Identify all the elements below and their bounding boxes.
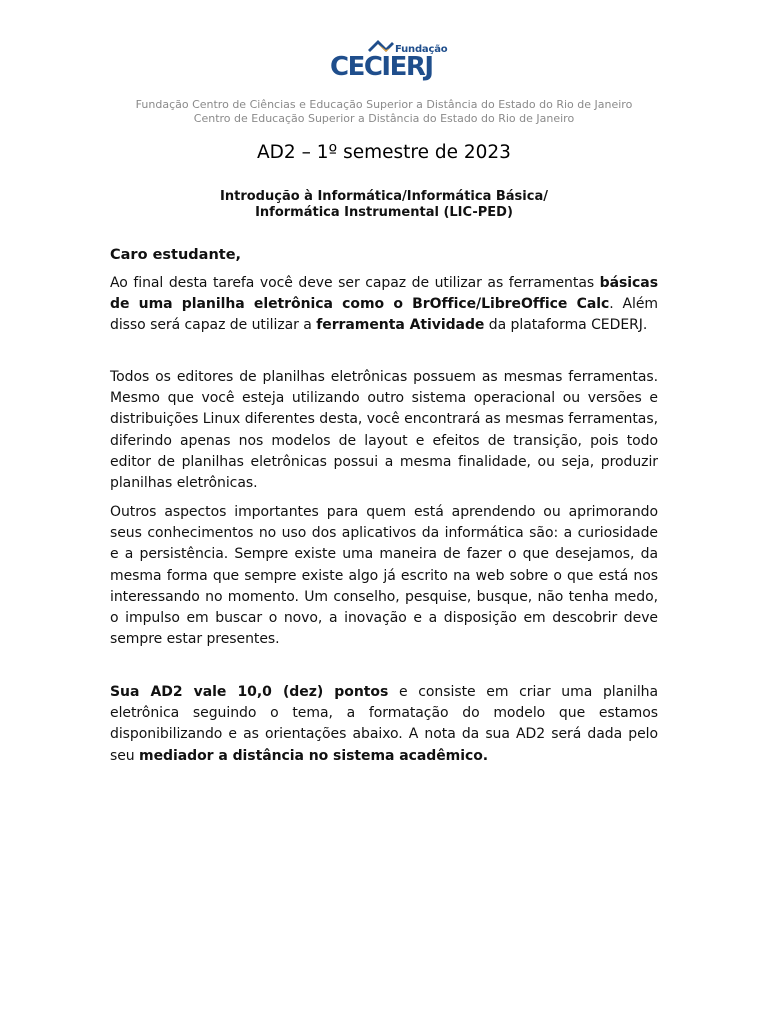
greeting: Caro estudante, xyxy=(110,247,242,263)
paragraph-4 xyxy=(110,682,658,767)
document-title: AD2 – 1º semestre de 2023 xyxy=(257,142,511,163)
p4-bold-1: Sua AD2 vale 10,0 (dez) pontos xyxy=(110,684,389,700)
paragraph-3: Outros aspectos importantes para quem está aprendendo ou aprimorando seus conhecimentos no uso dos aplicativos da informática são: a curiosidade e a persistência. Sempre existe uma maneira de fazer o que desejamos, da mesma forma que sempre existe algo já escrito na web sobre o que está nos interessando no momento. Um conselho, pesquise, busque, não tenha medo, o impulso em buscar o novo, a inovação e a disposição em descobrir deve sempre estar presentes. xyxy=(110,504,658,648)
p1-text-2: . Além disso será capaz de utilizar a xyxy=(110,296,658,334)
p1-bold-2: ferramenta Atividade xyxy=(316,317,485,334)
subtitle-line-2: Informática Instrumental (LIC-PED) xyxy=(255,205,513,220)
p4-text-1: e consiste em criar uma planilha eletrônica seguindo o tema, a formatação do modelo que estamos disponibilizando e as orientações abaixo. A nota da sua AD2 será dada pelo seu xyxy=(110,684,659,764)
paragraph-1 xyxy=(110,273,658,337)
cecierj-logo xyxy=(328,38,448,82)
paragraph-2: Todos os editores de planilhas eletrônicas possuem as mesmas ferramentas. Mesmo que você esteja utilizando outro sistema operacional ou versões e distribuições Linux diferentes desta, você encontrará as mesmas ferramentas, diferindo apenas nos modelos de layout e efeitos de transição, pois todo editor de planilhas eletrônicas possui a mesma finalidade, ou seja, produzir planilhas eletrônicas. xyxy=(110,369,658,492)
p1-text-1: Ao final desta tarefa você deve ser capaz de utilizar as ferramentas xyxy=(110,275,600,291)
logo-top-text: Fundação xyxy=(395,44,448,55)
institution-line-1: Fundação Centro de Ciências e Educação Superior a Distância do Estado do Rio de Janeiro xyxy=(135,98,633,111)
document-subtitle xyxy=(0,189,768,221)
institution-line-2: Centro de Educação Superior a Distância do Estado do Rio de Janeiro xyxy=(193,112,575,125)
logo-main-text: CECIERJ xyxy=(330,52,433,82)
subtitle-line-1: Introdução à Informática/Informática Básica/ xyxy=(220,189,548,204)
p1-text-3: da plataforma CEDERJ. xyxy=(484,317,648,334)
p1-bold-1: básicas de uma planilha eletrônica como o BrOffice/LibreOffice Calc xyxy=(110,275,658,313)
p4-bold-2: mediador a distância no sistema acadêmico. xyxy=(139,747,489,764)
